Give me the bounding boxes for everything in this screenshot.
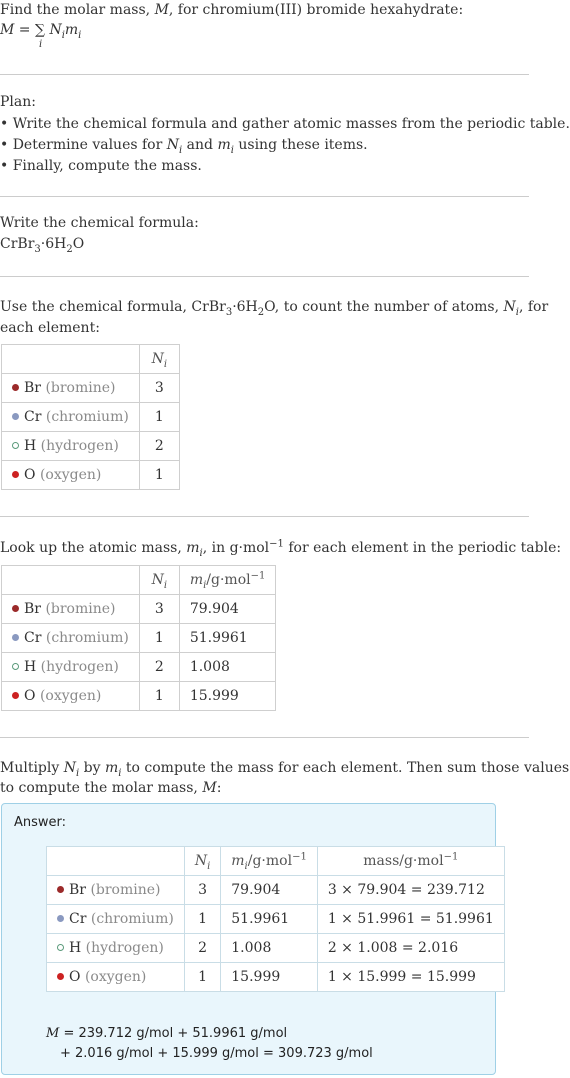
count-table — [1, 344, 180, 490]
table-row: Cr (chromium) 1 — [2, 403, 180, 432]
plan-heading: Plan: — [0, 94, 36, 110]
chromium-dot-icon — [57, 915, 64, 922]
chromium-dot-icon — [12, 413, 19, 420]
table-row: Cr (chromium) 1 51.9961 — [2, 624, 276, 653]
bromine-dot-icon — [57, 886, 64, 893]
oxygen-dot-icon — [57, 973, 64, 980]
divider — [0, 74, 529, 75]
divider — [0, 276, 529, 277]
multiply-text-line1: Multiply $N_i$ by $m_i$ to compute the mass for each element. Then sum those values — [0, 760, 570, 779]
answer-label: Answer: — [14, 815, 67, 830]
plan-item-3: • Finally, compute the mass. — [0, 158, 202, 174]
answer-line2: + 2.016 g/mol + 15.999 g/mol = 309.723 g/mol — [60, 1046, 373, 1061]
table-row: Cr (chromium) 1 51.9961 1 × 51.9961 = 51.9961 — [47, 905, 505, 934]
formula-heading: Write the chemical formula: — [0, 215, 199, 231]
table-row: Br (bromine) 3 79.904 — [2, 595, 276, 624]
multiply-text-line2: to compute the molar mass, M: — [0, 780, 222, 796]
oxygen-dot-icon — [12, 471, 19, 478]
header-mass: mass/g·mol$^{-1}$ — [317, 847, 504, 876]
header-m: $m_i/g\cdot mol^{-1}$ — [179, 566, 276, 595]
table-row: H (hydrogen) 2 1.008 2 × 1.008 = 2.016 — [47, 934, 505, 963]
table-row: Br (bromine) 3 79.904 3 × 79.904 = 239.712 — [47, 876, 505, 905]
plan-item-2: • Determine values for $N_i$ and $m_i$ using these items. — [0, 137, 368, 156]
header-n: $N_i$ — [139, 566, 179, 595]
bromine-dot-icon — [12, 384, 19, 391]
divider — [0, 737, 529, 738]
divider — [0, 196, 529, 197]
table-row: H (hydrogen) 2 1.008 — [2, 653, 276, 682]
chromium-dot-icon — [12, 634, 19, 641]
header-n: $N_i$ — [184, 847, 220, 876]
intro-formula: M = ∑ i $N_im_i$ — [0, 22, 82, 50]
header-m: $m_i/g\cdot mol^{-1}$ — [221, 847, 318, 876]
hydrogen-dot-icon — [12, 442, 19, 449]
bromine-dot-icon — [12, 605, 19, 612]
answer-table — [46, 846, 505, 992]
hydrogen-dot-icon — [57, 944, 64, 951]
table-row: Br (bromine) 3 — [2, 374, 180, 403]
answer-line1: M = 239.712 g/mol + 51.9961 g/mol — [46, 1026, 288, 1041]
table-row: H (hydrogen) 2 — [2, 432, 180, 461]
answer-box — [1, 803, 496, 1075]
hydrogen-dot-icon — [12, 663, 19, 670]
table-row: O (oxygen) 1 15.999 1 × 15.999 = 15.999 — [47, 963, 505, 992]
divider — [0, 516, 529, 517]
intro-text: Find the molar mass, M, for chromium(III) bromide hexahydrate: — [0, 2, 464, 18]
oxygen-dot-icon — [12, 692, 19, 699]
header-n: $N_i$ — [139, 345, 179, 374]
count-text-line1: Use the chemical formula, $CrBr_3\cdot 6H_2O$, to count the number of atoms, $N_i$, for — [0, 299, 549, 318]
lookup-text: Look up the atomic mass, $m_i$, in g·mol$^{-1}$ for each element in the periodic table: — [0, 538, 562, 559]
table-row: O (oxygen) 1 15.999 — [2, 682, 276, 711]
table-row: O (oxygen) 1 — [2, 461, 180, 490]
chemical-formula: $CrBr_3\cdot 6H_2O$ — [0, 236, 85, 255]
plan-item-1: • Write the chemical formula and gather atomic masses from the periodic table. — [0, 116, 570, 132]
count-text-line2: each element: — [0, 320, 100, 336]
lookup-table — [1, 565, 276, 711]
